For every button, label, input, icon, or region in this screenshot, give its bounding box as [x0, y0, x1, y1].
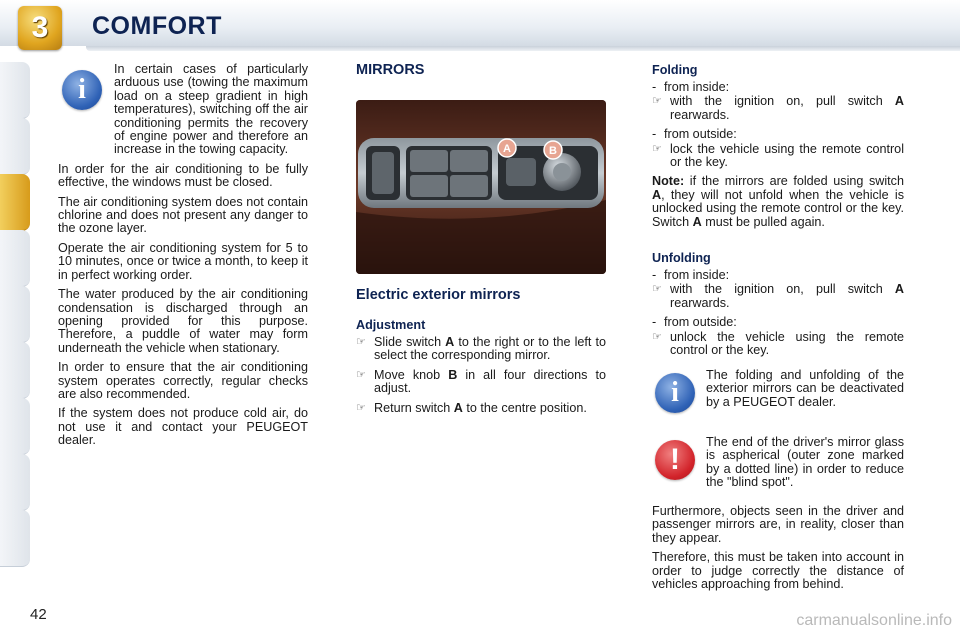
pointing-hand-icon: ☞: [652, 142, 662, 155]
note-text: , they will not unfold when the vehicle is unlocked using the remote control or the key. Switch: [652, 187, 904, 229]
unfolding-inside-line: - from inside:: [652, 268, 730, 283]
chapter-tab-active[interactable]: [0, 174, 30, 231]
paragraph: If the system does not produce cold air, do not use it and contact your PEUGEOT dealer.: [58, 406, 308, 448]
adjustment-heading: Adjustment: [356, 318, 426, 332]
pointing-hand-icon: ☞: [652, 330, 662, 343]
step-key: A: [445, 335, 455, 349]
unfolding-outside: from outside:: [664, 315, 737, 330]
unfolding-heading: Unfolding: [652, 251, 711, 266]
step-text: to the right or to the left to select the corresponding mirror.: [374, 335, 606, 363]
paragraph: In order to ensure that the air conditioning system operates correctly, regular checks are also recommended.: [58, 360, 308, 401]
adjustment-step: [356, 369, 606, 396]
pointing-hand-icon: ☞: [356, 336, 366, 348]
callout-b-label: B: [549, 145, 557, 157]
chapter-tab[interactable]: [0, 454, 30, 511]
folding-heading: Folding: [652, 63, 698, 77]
chapter-tab[interactable]: [0, 342, 30, 399]
step-text: in all four directions to adjust.: [374, 367, 606, 396]
step-key: A: [894, 94, 904, 109]
chapter-tab[interactable]: [0, 510, 30, 567]
step-text: unlock the vehicle using the remote control or the key.: [670, 329, 904, 358]
paragraph: Operate the air conditioning system for 5 to 10 minutes, once or twice a month, to keep it in perfect working order.: [58, 240, 308, 282]
step-text: to the centre position.: [462, 400, 587, 415]
step-text: rearwards.: [670, 107, 730, 122]
door-panel-illustration: [356, 100, 606, 274]
chapter-tab[interactable]: [0, 118, 30, 175]
info-icon: i: [62, 70, 102, 110]
folding-outside-line: - from outside:: [652, 127, 737, 142]
note-key: A: [692, 214, 702, 229]
note-text: if the mirrors are folded using switch: [684, 174, 904, 189]
closing-block: [652, 505, 904, 597]
chapter-tabs: [0, 62, 32, 574]
chapter-title: COMFORT: [92, 12, 222, 40]
folding-inside-line: - from inside:: [652, 80, 730, 94]
step-text: with the ignition on, pull switch: [670, 282, 895, 297]
warning-note: [706, 436, 904, 496]
unfolding-inside-step: [652, 283, 904, 310]
step-key: A: [894, 282, 904, 297]
header-rule: [86, 46, 960, 51]
chapter-tab[interactable]: [0, 230, 30, 287]
unfolding-inside: from inside:: [664, 268, 730, 283]
adjustment-step: [356, 402, 606, 415]
exclamation-icon: !: [655, 440, 695, 480]
unfolding-outside-step: [652, 331, 904, 358]
step-text: with the ignition on, pull switch: [670, 94, 895, 109]
warning-note-text: The end of the driver's mirror glass is aspherical (outer zone marked by a dotted line) in order to reduce the "blind spot".: [706, 435, 904, 490]
note-key: A: [652, 187, 662, 202]
intro-paragraph: In certain cases of particularly arduous use (towing the maximum load on a steep gradient in high temperatures), switching off the air conditioning permits the recovery of engine power and therefore an increase in the towing capacity.: [114, 62, 308, 157]
info-icon: i: [655, 373, 695, 413]
adjustment-block: [356, 287, 606, 421]
mirrors-heading-block: [356, 62, 606, 78]
info-note: [706, 369, 904, 415]
callout-a-label: A: [503, 143, 511, 155]
closing-paragraph: Furthermore, objects seen in the driver and passenger mirrors are, in reality, closer than they appear.: [652, 504, 904, 545]
closing-paragraph: Therefore, this must be taken into account in order to judge correctly the distance of vehicles approaching from behind.: [652, 550, 904, 592]
pointing-hand-icon: ☞: [356, 401, 366, 414]
paragraph: The water produced by the air conditioning condensation is discharged through an opening provided for this purpose. Therefore, a puddle of water may form underneath the vehicle when stationary.: [58, 287, 308, 355]
adjustment-step: [356, 336, 606, 363]
pointing-hand-icon: ☞: [652, 95, 662, 108]
step-key: B: [448, 367, 458, 382]
folding-inside: from inside:: [664, 80, 730, 94]
mirror-switch-photo: [356, 100, 606, 274]
paragraph: The air conditioning system does not contain chlorine and does not present any danger to the ozone layer.: [58, 194, 308, 236]
folding-outside-step: [652, 143, 904, 170]
step-text: Return switch: [374, 400, 454, 415]
note-paragraph: [652, 175, 904, 229]
left-column: [58, 63, 308, 454]
paragraph: In order for the air conditioning to be fully effective, the windows must be closed.: [58, 161, 308, 190]
pointing-hand-icon: ☞: [652, 283, 662, 296]
chapter-number-badge: 3: [18, 6, 62, 50]
step-text: Move knob: [374, 367, 449, 382]
note-text: must be pulled again.: [701, 214, 825, 229]
watermark: carmanualsonline.info: [796, 612, 952, 629]
pointing-hand-icon: ☞: [356, 368, 366, 381]
chapter-tab[interactable]: [0, 398, 30, 455]
step-text: Slide switch: [374, 335, 446, 349]
right-column: [652, 63, 904, 364]
chapter-tab[interactable]: [0, 286, 30, 343]
subsection-title: Electric exterior mirrors: [356, 287, 521, 303]
step-text: lock the vehicle using the remote control or the key.: [670, 141, 904, 170]
section-title: MIRRORS: [356, 62, 425, 78]
folding-outside: from outside:: [664, 127, 737, 142]
chapter-header: [0, 0, 960, 52]
folding-inside-step: [652, 95, 904, 122]
note-label: Note:: [652, 174, 685, 189]
step-key: A: [453, 400, 463, 415]
chapter-tab[interactable]: [0, 62, 30, 119]
step-text: rearwards.: [670, 295, 730, 310]
unfolding-outside-line: - from outside:: [652, 315, 737, 330]
page-number: 42: [30, 606, 47, 623]
info-note-text: The folding and unfolding of the exterior mirrors can be deactivated by a PEUGEOT dealer.: [706, 368, 904, 409]
